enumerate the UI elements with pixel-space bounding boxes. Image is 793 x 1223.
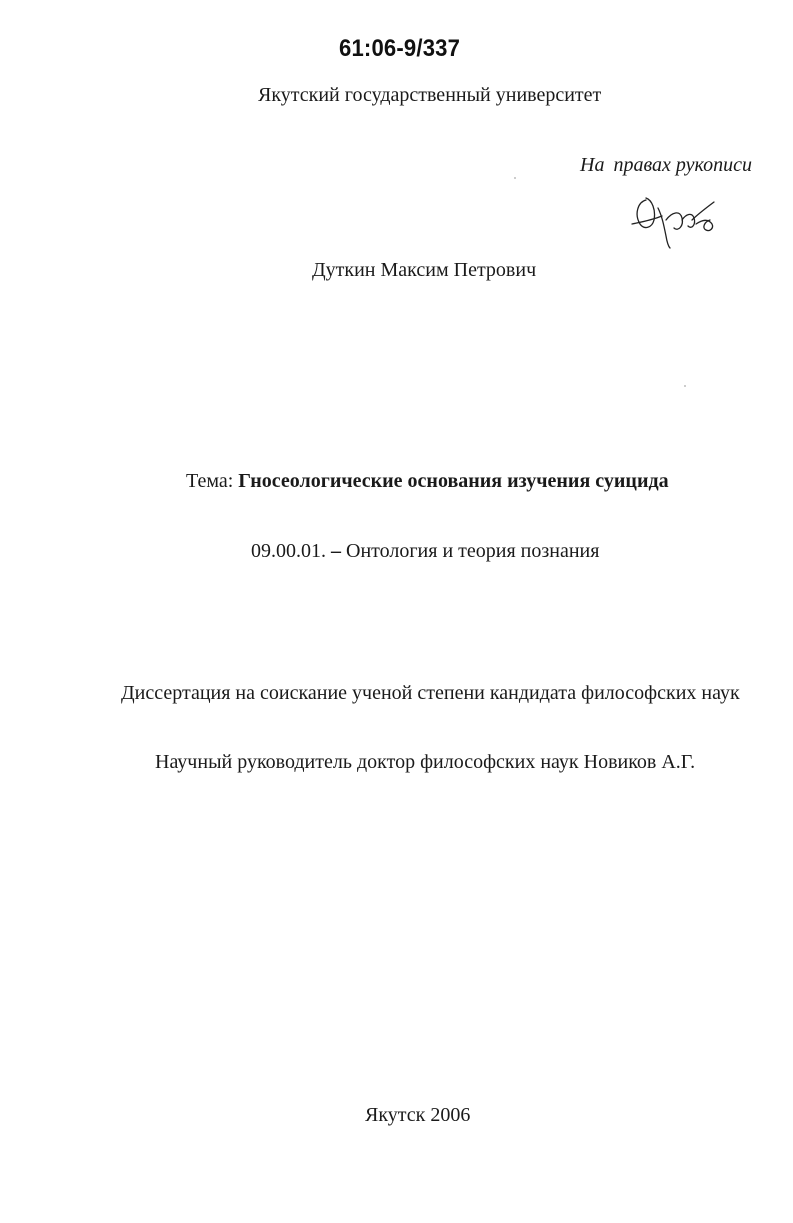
topic-label: Тема: (186, 470, 234, 492)
topic-title: Гносеологические основания изучения суицида (238, 470, 669, 492)
author-name: Дуткин Максим Петрович (312, 259, 537, 281)
city-and-year: Якутск 2006 (365, 1104, 471, 1126)
dissertation-topic (186, 469, 669, 493)
scientific-supervisor: Научный руководитель доктор философских наук Новиков А.Г. (155, 751, 696, 773)
scan-speck (514, 177, 516, 179)
scan-speck (684, 385, 686, 387)
specialty-name: Онтология и теория познания (346, 540, 600, 562)
university-name: Якутский государственный университет (258, 84, 602, 106)
degree-statement: Диссертация на соискание ученой степени кандидата философских наук (121, 682, 740, 704)
rights-prefix: На (580, 154, 605, 176)
specialty-dash: – (331, 540, 341, 562)
manuscript-rights-note (580, 153, 752, 177)
specialty-code: 09.00.01. (251, 540, 326, 562)
catalog-stamp-code: 61:06-9/337 (339, 35, 461, 62)
specialty-line (251, 539, 599, 563)
author-signature (628, 190, 728, 250)
rights-rest: правах рукописи (613, 154, 752, 176)
